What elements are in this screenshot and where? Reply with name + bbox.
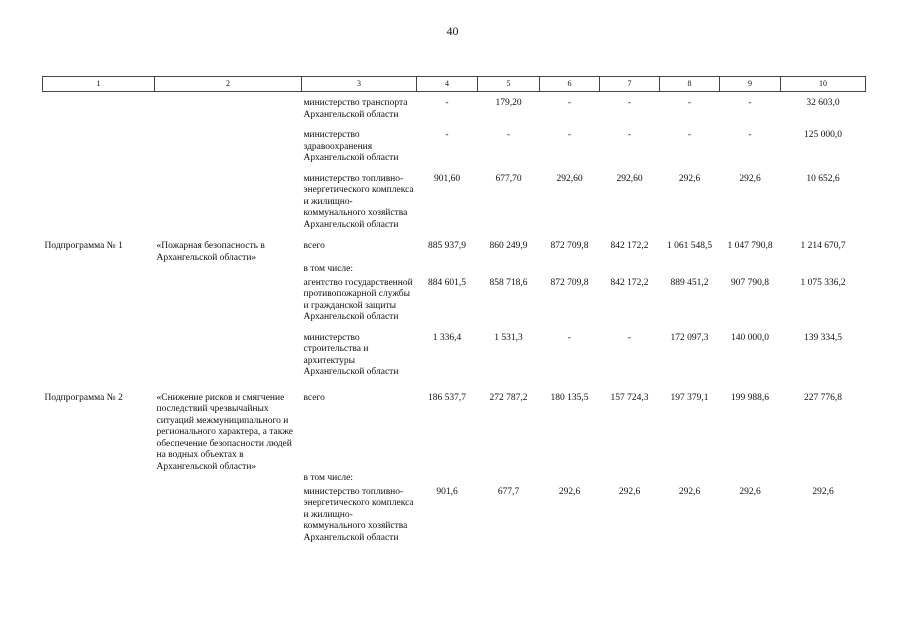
table-row [43,130,866,165]
value-cell: 872 709,8 [550,241,589,251]
value-cell: 292,6 [618,486,641,497]
value-cell: 901,60 [433,173,461,184]
value-cell: 125 000,0 [804,130,842,140]
value-cell: 292,6 [812,486,834,497]
column-number: 5 [478,77,540,92]
row-spacer-cell [43,231,866,241]
table-row [43,264,866,276]
value-cell: - [445,98,449,108]
subprogram-cell [43,333,155,379]
executor-cell: министерство топливно-энергетического комплекса и жилищно-коммунального хозяйства Архангельской области [303,486,414,543]
value-cell: 179,20 [495,98,522,108]
column-number: 3 [302,77,417,92]
subprogram-cell: Подпрограмма № 2 [44,392,123,403]
row-spacer [43,165,866,174]
value-cell: 1 214 670,7 [800,241,846,251]
value-cell [417,473,478,485]
title-cell: «Пожарная безопасность в Архангельской области» [156,241,265,263]
value-cell [417,264,478,276]
value-cell: 272 787,2 [489,392,528,403]
row-spacer-cell [43,324,866,333]
executor-cell: всего [303,392,325,403]
title-cell [155,264,302,276]
column-number: 10 [781,77,866,92]
value-cell [540,264,600,276]
title-cell [155,487,302,545]
subprogram-cell [43,92,155,122]
value-cell: 1 531,3 [494,332,523,343]
executor-cell: агентство государственной противопожарной службы и гражданской защиты Архангельской области [303,277,413,322]
value-cell: 907 790,8 [731,277,769,288]
row-spacer-cell [43,379,866,393]
table-row [43,174,866,232]
value-cell: 197 379,1 [670,392,709,403]
executor-cell: министерство транспорта Архангельской области [303,98,408,120]
column-number: 4 [417,77,478,92]
subprogram-cell: Подпрограмма № 1 [44,241,123,251]
column-number: 2 [155,77,302,92]
value-cell: 292,6 [678,173,701,184]
row-spacer-cell [43,121,866,130]
value-cell: - [687,98,692,108]
subprogram-cell [43,278,155,324]
value-cell: 884 601,5 [428,277,466,288]
column-number-row [43,77,866,92]
row-spacer-cell [43,165,866,174]
title-cell [155,278,302,324]
value-cell: - [445,130,449,140]
value-cell: - [748,130,752,140]
title-cell [155,130,302,165]
value-cell: 842 172,2 [610,241,649,251]
value-cell: 199 988,6 [731,392,769,403]
title-cell [155,333,302,379]
executor-cell: министерство топливно-энергетического комплекса и жилищно-коммунального хозяйства Архангельской области [303,173,414,230]
value-cell: 292,6 [558,486,581,497]
value-cell [478,264,540,276]
row-spacer [43,231,866,241]
value-cell: - [567,130,572,140]
table-row [43,393,866,474]
table-row [43,241,866,264]
value-cell: - [627,130,632,140]
value-cell [600,473,660,485]
value-cell: 292,60 [556,173,583,184]
value-cell: 1 336,4 [432,332,462,343]
title-cell [155,473,302,485]
value-cell: 1 047 790,8 [727,241,773,251]
value-cell: 157 724,3 [610,392,649,403]
value-cell: 292,6 [678,486,701,497]
value-cell: - [627,98,632,108]
value-cell: 858 718,6 [489,277,528,288]
table-row [43,333,866,379]
value-cell: - [506,130,511,140]
row-spacer [43,379,866,393]
value-cell: 292,6 [739,486,761,497]
value-cell: 1 075 336,2 [800,277,846,288]
value-cell: 186 537,7 [428,392,466,403]
value-cell [660,473,720,485]
executor-cell: министерство здравоохранения Архангельской области [303,130,399,163]
value-cell: - [567,332,572,343]
subprogram-cell [43,487,155,545]
column-number: 7 [600,77,660,92]
value-cell [720,473,781,485]
value-cell: - [687,130,692,140]
value-cell: 139 334,5 [804,332,842,343]
table-row [43,278,866,324]
value-cell [781,473,866,485]
value-cell: 842 172,2 [610,277,649,288]
executor-cell: всего [303,241,325,251]
table-row [43,487,866,545]
value-cell: - [748,98,752,108]
budget-table [42,76,866,544]
value-cell: 860 249,9 [489,241,528,251]
executor-cell: в том числе: [303,264,354,274]
value-cell: 140 000,0 [731,332,769,343]
column-number: 8 [660,77,720,92]
column-number: 6 [540,77,600,92]
value-cell: 872 709,8 [550,277,589,288]
value-cell [781,264,866,276]
table-row [43,473,866,485]
title-cell [155,174,302,232]
value-cell: 292,60 [616,173,643,184]
value-cell [600,264,660,276]
subprogram-cell [43,174,155,232]
value-cell: 32 603,0 [806,98,840,108]
executor-cell: министерство строительства и архитектуры Архангельской области [303,332,399,377]
value-cell: 901,6 [436,486,458,497]
title-cell [155,92,302,122]
value-cell: 677,70 [495,173,522,184]
value-cell: 677,7 [497,486,520,497]
row-spacer [43,121,866,130]
value-cell: 1 061 548,5 [666,241,713,251]
subprogram-cell [43,264,155,276]
column-number: 9 [720,77,781,92]
value-cell: 10 652,6 [806,173,840,184]
column-number: 1 [43,77,155,92]
subprogram-cell [43,473,155,485]
value-cell [478,473,540,485]
value-cell [660,264,720,276]
value-cell: 889 451,2 [670,277,709,288]
page-number: 40 [446,24,459,38]
value-cell: 180 135,5 [550,392,589,403]
value-cell: 172 097,3 [670,332,709,343]
value-cell: - [627,332,632,343]
value-cell: - [567,98,572,108]
executor-cell: в том числе: [303,473,354,483]
table-body [43,92,866,545]
value-cell: 227 776,8 [804,392,842,403]
row-spacer [43,324,866,333]
value-cell [720,264,781,276]
value-cell: 292,6 [739,173,761,184]
title-cell: «Снижение рисков и смягчение последствий чрезвычайных ситуаций межмуниципального и регионального характера, а также обеспечение безопасности людей на водных объектах в Архангельской области» [156,392,294,472]
value-cell [540,473,600,485]
value-cell: 885 937,9 [428,241,466,251]
subprogram-cell [43,130,155,165]
table-row [43,92,866,122]
